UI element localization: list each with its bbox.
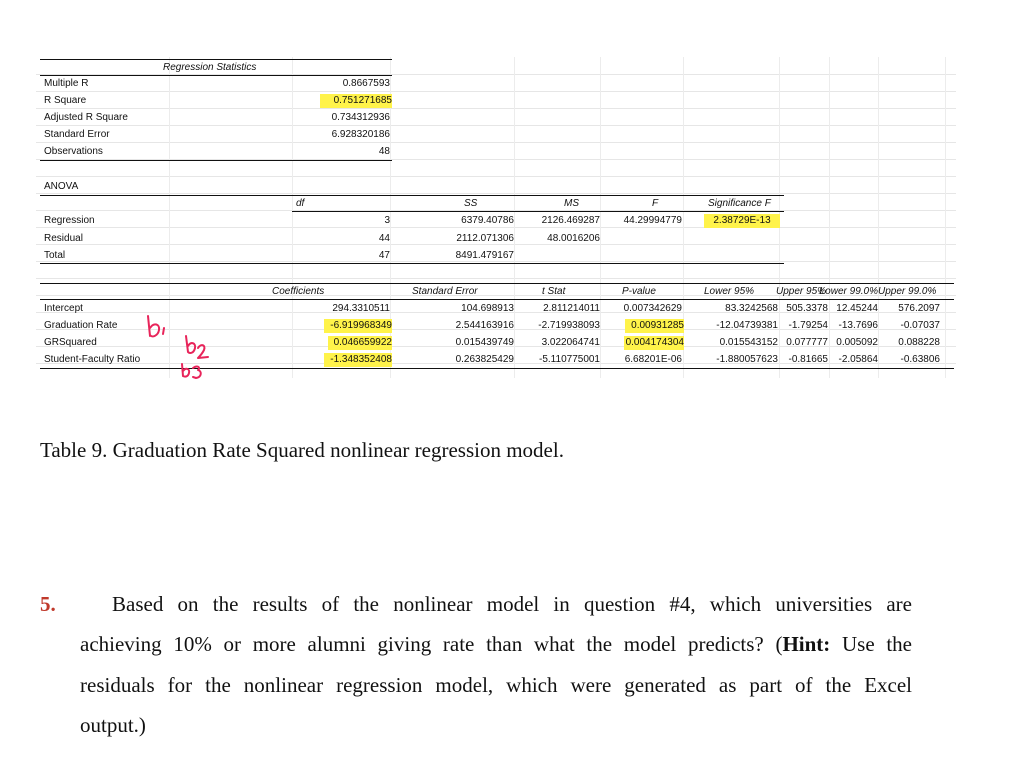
coef-u95: 505.3378 bbox=[786, 303, 828, 314]
anova-df: 47 bbox=[378, 250, 390, 261]
anova-title: ANOVA bbox=[44, 181, 79, 192]
coef-header: Standard Error bbox=[412, 286, 478, 297]
stat-value: 48 bbox=[378, 146, 390, 157]
coef-l95: 83.3242568 bbox=[725, 303, 778, 314]
coef-header: P-value bbox=[622, 286, 656, 297]
anova-header-df: df bbox=[296, 198, 305, 209]
coef-header: Lower 95% bbox=[704, 286, 755, 297]
coef-row-label: GRSquared bbox=[44, 337, 97, 348]
anova-ss: 8491.479167 bbox=[455, 250, 514, 261]
question-line: residuals for the nonlinear regression model, which were generated as part of the Excel bbox=[80, 673, 912, 697]
coef-u95: -1.79254 bbox=[788, 320, 828, 331]
question-text: achieving 10% or more alumni giving rate than what the model predicts? ( bbox=[80, 632, 783, 656]
coef-l95: 0.015543152 bbox=[719, 337, 778, 348]
anova-header-ms: MS bbox=[564, 198, 579, 209]
coef-value-highlighted: -1.348352408 bbox=[324, 353, 392, 367]
stat-value-highlighted: 0.751271685 bbox=[320, 94, 392, 108]
anova-df: 44 bbox=[378, 233, 390, 244]
coef-l95: -1.880057623 bbox=[716, 354, 778, 365]
coef-p: 0.007342629 bbox=[623, 303, 682, 314]
coef-u99: 576.2097 bbox=[898, 303, 940, 314]
coef-se: 2.544163916 bbox=[455, 320, 514, 331]
coef-t: -2.719938093 bbox=[538, 320, 600, 331]
coef-p: 6.68201E-06 bbox=[624, 354, 682, 365]
coef-u95: -0.81665 bbox=[788, 354, 828, 365]
question-line: output.) bbox=[80, 713, 146, 737]
coef-t: 3.022064741 bbox=[541, 337, 600, 348]
stat-value: 0.734312936 bbox=[331, 112, 390, 123]
coef-header: t Stat bbox=[542, 286, 566, 297]
anova-row-label: Regression bbox=[44, 215, 95, 226]
question-number: 5. bbox=[40, 592, 56, 616]
stat-label: R Square bbox=[44, 95, 87, 106]
coef-l95: -12.04739381 bbox=[716, 320, 778, 331]
coef-p-highlighted: 0.004174304 bbox=[625, 337, 684, 348]
coef-t: 2.811214011 bbox=[543, 303, 600, 314]
question-line bbox=[80, 632, 912, 657]
coef-se: 104.698913 bbox=[461, 303, 514, 314]
anova-header-significance-f: Significance F bbox=[708, 198, 771, 209]
coef-p-highlighted: 0.00931285 bbox=[625, 319, 684, 333]
question-line: Based on the results of the nonlinear model in question #4, which universities are bbox=[112, 592, 912, 616]
coef-se: 0.015439749 bbox=[455, 337, 514, 348]
stat-label: Standard Error bbox=[44, 129, 110, 140]
stat-label: Observations bbox=[44, 146, 103, 157]
regression-statistics-title: Regression Statistics bbox=[163, 62, 257, 73]
coef-t: -5.110775001 bbox=[539, 354, 600, 365]
coef-l99: -13.7696 bbox=[838, 320, 878, 331]
stat-value: 0.8667593 bbox=[342, 78, 390, 89]
coef-row-label: Student-Faculty Ratio bbox=[44, 354, 141, 365]
handwritten-annotations bbox=[140, 308, 230, 384]
coef-header: Lower 99.0% bbox=[819, 286, 878, 297]
anova-header-ss: SS bbox=[464, 198, 478, 209]
stat-label: Adjusted R Square bbox=[44, 112, 128, 123]
anova-df: 3 bbox=[384, 215, 390, 226]
coef-row-label: Intercept bbox=[44, 303, 83, 314]
hint-label: Hint: bbox=[782, 632, 831, 656]
coef-l99: 12.45244 bbox=[836, 303, 878, 314]
coef-u95: 0.077777 bbox=[786, 337, 828, 348]
anova-row-label: Residual bbox=[44, 233, 83, 244]
coef-u99: -0.63806 bbox=[900, 354, 940, 365]
coef-value: 294.3310511 bbox=[332, 303, 390, 314]
coef-value-highlighted: -6.919968349 bbox=[324, 319, 392, 333]
coef-header: Upper 95% bbox=[776, 286, 827, 297]
anova-ms: 48.0016206 bbox=[547, 233, 600, 244]
anova-ss: 2112.071306 bbox=[456, 233, 514, 244]
table-caption: Table 9. Graduation Rate Squared nonlinear regression model. bbox=[40, 438, 564, 462]
coef-header: Upper 99.0% bbox=[878, 286, 937, 297]
anova-row-label: Total bbox=[44, 250, 66, 261]
stat-value: 6.928320186 bbox=[331, 129, 390, 140]
anova-ss: 6379.40786 bbox=[461, 215, 514, 226]
coef-l99: 0.005092 bbox=[836, 337, 878, 348]
anova-header-f: F bbox=[652, 198, 659, 209]
anova-significance-f: 2.38729E-13 bbox=[704, 214, 780, 228]
anova-f: 44.29994779 bbox=[623, 215, 682, 226]
coef-row-label: Graduation Rate bbox=[44, 320, 118, 331]
coef-value-highlighted: 0.046659922 bbox=[328, 336, 392, 350]
stat-label: Multiple R bbox=[44, 78, 89, 89]
coef-se: 0.263825429 bbox=[455, 354, 514, 365]
coef-u99: -0.07037 bbox=[900, 320, 940, 331]
coef-u99: 0.088228 bbox=[898, 337, 940, 348]
coef-header: Coefficients bbox=[272, 286, 325, 297]
anova-ms: 2126.469287 bbox=[541, 215, 600, 226]
coef-l99: -2.05864 bbox=[838, 354, 878, 365]
question-text: Use the bbox=[830, 632, 912, 656]
